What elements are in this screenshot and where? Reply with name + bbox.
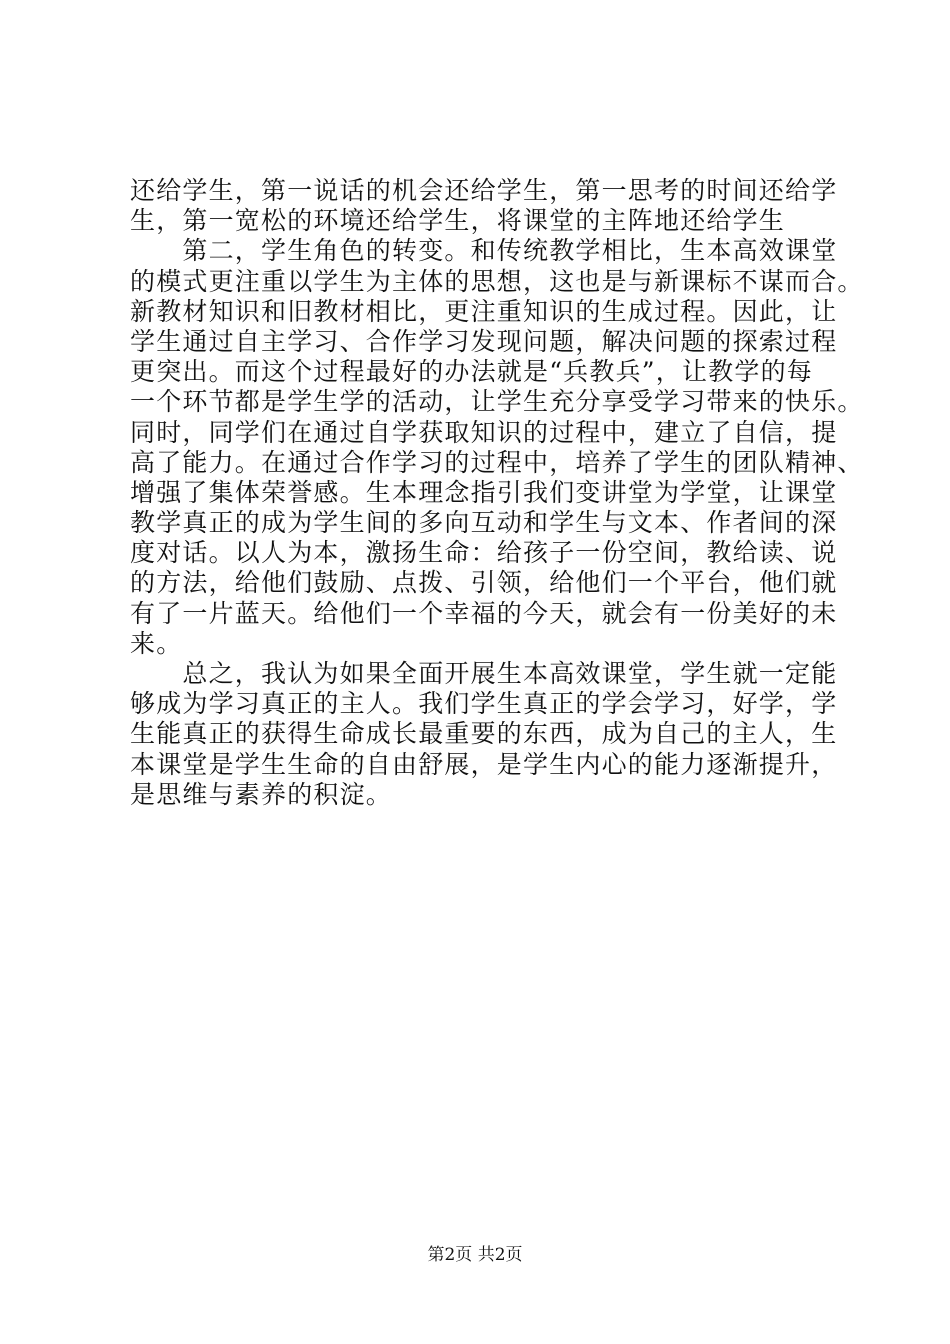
- text-line: 教学真正的成为学生间的多向互动和学生与文本、作者间的深: [130, 508, 838, 538]
- text-line: 总之，我认为如果全面开展生本高效课堂，学生就一定能: [130, 659, 838, 688]
- text-line: 的方法，给他们鼓励、点拨、引领，给他们一个平台，他们就: [130, 568, 838, 598]
- text-line: 够成为学习真正的主人。我们学生真正的学会学习，好学，学: [130, 689, 838, 719]
- text-line: 是思维与素养的积淀。: [130, 779, 393, 809]
- text-line: 的模式更注重以学生为主体的思想，这也是与新课标不谋而合。: [130, 266, 864, 296]
- text-line: 度对话。以人为本，激扬生命：给孩子一份空间，教给读、说: [130, 538, 838, 568]
- text-line: 增强了集体荣誉感。生本理念指引我们变讲堂为学堂，让课堂: [130, 477, 838, 507]
- text-line: 第二，学生角色的转变。和传统教学相比，生本高效课堂: [130, 236, 838, 266]
- text-line: 生能真正的获得生命成长最重要的东西，成为自己的主人，生: [130, 719, 838, 749]
- text-line: 有了一片蓝天。给他们一个幸福的今天，就会有一份美好的未: [130, 598, 838, 628]
- text-line: 新教材知识和旧教材相比，更注重知识的生成过程。因此，让: [130, 296, 838, 326]
- text-line: 更突出。而这个过程最好的办法就是“兵教兵”，让教学的每: [130, 357, 813, 387]
- text-line: 同时，同学们在通过自学获取知识的过程中，建立了自信，提: [130, 417, 838, 447]
- text-line: 一个环节都是学生学的活动，让学生充分享受学习带来的快乐。: [130, 387, 864, 417]
- text-line: 学生通过自主学习、合作学习发现问题，解决问题的探索过程: [130, 326, 838, 356]
- text-line: 还给学生，第一说话的机会还给学生，第一思考的时间还给学: [130, 176, 838, 205]
- text-line: 本课堂是学生生命的自由舒展，是学生内心的能力逐渐提升，: [130, 749, 838, 779]
- text-line: 来。: [130, 628, 183, 658]
- text-line: 高了能力。在通过合作学习的过程中，培养了学生的团队精神、: [130, 447, 864, 477]
- body-text: [130, 176, 864, 810]
- page-number-footer: 第2页 共2页: [427, 1245, 523, 1265]
- text-line: 生，第一宽松的环境还给学生，将课堂的主阵地还给学生: [130, 206, 786, 236]
